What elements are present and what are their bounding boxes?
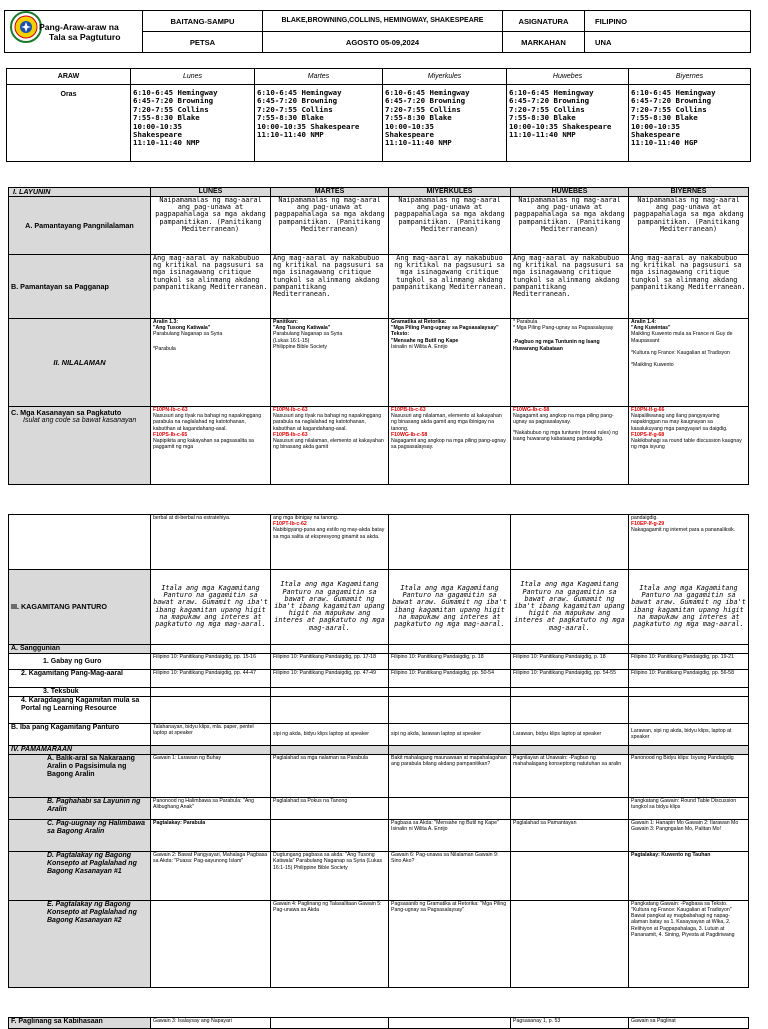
pagganap-text: Ang mag-aaral ay nakabubuo ng kritikal na pagsusuri sa mga isinagawang critique tungkol sa alinmang akdang pampanitikang Mediterranean. — [511, 255, 629, 319]
karagdagang-label: 4. Karagdagang Kagamitan mula sa Portal ng Learning Resource — [9, 697, 151, 723]
gabay-biyernes: Filipino 10: Panitikang Pandaigdig, pp. 19-21 — [629, 653, 749, 669]
time-slot: 6:45-7:20 Browning — [631, 96, 712, 106]
iba-miyerkules: sipi ng akda, larawan laptop at speaker — [389, 723, 511, 745]
procedure-b-martes: Paglalahad sa Pokus na Tanong — [271, 797, 389, 819]
gabay-martes: Filipino 10: Panitikang Pandaigdig, pp. 17-18 — [271, 653, 389, 669]
pagganap-text: Ang mag-aaral ay nakabubuo ng kritikal na pagsusuri sa mga isinagawang critique tungkol sa alinmang akdang pampanitikang Mediterranean. — [629, 255, 749, 319]
kasanayan-lunes — [151, 407, 271, 485]
kasanayan-biyernes — [629, 407, 749, 485]
time-slot: 7:20-7:55 Collins — [133, 104, 209, 114]
procedure-f-miyerkules — [389, 1018, 511, 1029]
pagganap-text: Ang mag-aaral ay nakabubuo ng kritikal na pagsusuri sa mga isinagawang critique tungkol sa alinmang akdang pampanitikang Mediterranean. — [151, 255, 271, 319]
empty-cell — [271, 697, 389, 723]
nilalaman-line: Teksto: — [391, 331, 410, 338]
kagamitan-text: Itala ang mga Kagamitang Panturo na gagamitin sa bawat araw. Gumamit ng iba't ibang kagamitan upang higit na mapukaw ang interes at pagkatuto ng mga mag-aaral. — [271, 569, 389, 644]
competency-text: Nabibigyang-puna ang estilo ng may-akda batay sa mga salita at ekspresyong ginamit sa akda. — [273, 527, 385, 540]
nilalaman-line: Aralin 1.4: — [631, 319, 657, 325]
nilalaman-line: "Ang Tusong Katiwala" — [153, 325, 211, 332]
competency-text: Nasusuri ang tiyak na bahagi ng napakinggang parabula na naglalahad ng katotohanan, kabutihan at kagandahang-asal. — [273, 413, 382, 432]
procedure-a-martes: Paglalahad sa mga nalaman sa Parabula — [271, 754, 389, 797]
procedure-d-miyerkules: Gawain 6: Pag-unawa sa Nilalaman Gawain 9: Sino Ako? — [389, 852, 511, 901]
competency-text: Naipaliliwanag ang ilang pangyayaring napakinggan na may kaugnayan sa kasalukuyang mga pangyayari sa daigdig. — [631, 413, 728, 432]
time-slot: 11:10-11:40 NMP — [133, 138, 200, 148]
nilalaman-line: "Ang Tusong Katiwala" — [273, 325, 331, 332]
procedure-b-huwebes — [511, 797, 629, 819]
procedure-f-martes — [271, 1018, 389, 1029]
procedure-a-huwebes: Pagnilayan at Unawain: -Pagbuo ng mahahalagang konseptong natutuhan sa aralin — [511, 754, 629, 797]
time-slot: 7:55-8:30 Blake — [257, 113, 324, 123]
procedure-b-miyerkules — [389, 797, 511, 819]
pm-lunes: Filipino 10: Panitikang Pandaigdig, pp. 44-47 — [151, 669, 271, 687]
schedule-cell-biyernes — [629, 85, 751, 162]
empty-cell — [511, 745, 629, 754]
nilalaman-biyernes — [629, 319, 749, 407]
plan-day-huwebes: HUWEBES — [511, 188, 629, 197]
plan-table-1 — [8, 187, 749, 485]
competency-text: Nagagamit ang angkop na mga piling pang-ugnay sa pagsasalaysay. — [391, 438, 506, 451]
sanggunian-label: A. Sanggunian — [9, 644, 151, 653]
continuation-biyernes — [629, 515, 749, 570]
procedure-a-lunes: Gawain 1: Larawan ng Buhay — [151, 754, 271, 797]
continuation-miyerkules — [389, 515, 511, 570]
time-slot: 10:00-10:35 — [133, 121, 182, 131]
competency-text: *Nakabubuo ng mga tuntunin (moral rules) ng isang huwarang kabataang pandaigdig. — [513, 429, 618, 442]
form-title — [5, 11, 143, 53]
nilalaman-label: II. NILALAMAN — [9, 319, 151, 407]
nilalaman-line: Maikling Kuwento mula sa France ni Guy de Maupassant — [631, 331, 733, 344]
iba-lunes: Talahanayan, bidyu klips, mla. paper, pentel laptop at speaker — [151, 723, 271, 745]
procedure-e-biyernes: Pangkatang Gawain: -Pagbasa sa Teksto. "Kultura ng France: Kaugalian at Tradisyon" Bawat pangkat ay magbabahagi ng napag-alaman batay sa 1. Kasaysayan at Wika, 2. Relihiyon at Pagpapahalaga, 3. Lutuin at Pananamit, 4. Sining, Piyesta at Pagdiriwang — [629, 900, 749, 987]
pamantayang-text: Naipamamalas ng mag-aaral ang pag-unawa at pagpapahalaga sa mga akdang pampanitikan. (Panitikang Mediterranean) — [151, 197, 271, 255]
procedure-d-label: D. Pagtalakay ng Bagong Konsepto at Paglalahad ng Bagong Kasanayan #1 — [9, 852, 151, 901]
date-value: AGOSTO 05-09,2024 — [263, 32, 503, 53]
day-header-biyernes: Biyernes — [629, 69, 751, 85]
time-slot: 6:10-6:45 Hemingway — [133, 88, 218, 97]
procedure-e-martes: Gawain 4: Paglinang ng Talasalitaan Gawain 5: Pag-unawa sa Akda — [271, 900, 389, 987]
empty-cell — [151, 745, 271, 754]
procedure-b-label: B. Paghahabi sa Layunin ng Aralin — [9, 797, 151, 819]
time-slot: 7:55-8:30 Blake — [631, 113, 698, 123]
kagamitan-text: Itala ang mga Kagamitang Panturo na gagamitin sa bawat araw. Gumamit ng iba't ibang kagamitan upang higit na mapukaw ang interes at pagkatuto ng mga mag-aaral. — [151, 569, 271, 644]
competency-text: Nagagamit ang angkop na mga piling pang-ugnay sa pagsasalaysay. — [513, 413, 614, 426]
day-header-martes: Martes — [255, 69, 383, 85]
competency-code: F10WG-Ib-c-58 — [391, 431, 428, 438]
time-slot: 7:55-8:30 Blake — [133, 113, 200, 123]
time-slot: 6:45-7:20 Browning — [509, 96, 590, 106]
procedure-e-huwebes — [511, 900, 629, 987]
layunin-heading: I. LAYUNIN — [9, 188, 151, 197]
competency-code: F10EP-If-g-29 — [631, 521, 665, 528]
day-header-lunes: Lunes — [131, 69, 255, 85]
procedure-f-lunes: Gawain 3: Isalaysay ang Napayari — [151, 1018, 271, 1029]
empty-cell — [389, 644, 511, 653]
competency-text: Nasusuri ang nilalaman, elemento at kakayahan ng binasang akda gamit ang mga ibinigay na tanong. — [391, 413, 502, 432]
time-slot: 11:10-11:40 NMP — [385, 138, 452, 148]
nilalaman-line: Parabulang Naganap sa Syria — [273, 331, 343, 338]
grade-label: BAITANG-SAMPU — [143, 11, 263, 32]
competency-text: Nakagagamit ng internet para a pananaliksik. — [631, 527, 736, 534]
pamantayang-text: Naipamamalas ng mag-aaral ang pag-unawa at pagpapahalaga sa mga akdang pampanitikan. (Panitikang Mediterranean) — [511, 197, 629, 255]
competency-code: F10PN-If-g-66 — [631, 407, 665, 413]
nilalaman-line: "Mga Piling Pang-ugnay sa Pagsasalaysay" — [391, 325, 499, 332]
time-slot: 7:20-7:55 Collins — [257, 104, 333, 114]
oras-label: Oras — [7, 85, 131, 162]
empty-cell — [511, 697, 629, 723]
competency-text: Napipikita ang kakayahan sa pagsasalita sa paggamit ng mga — [153, 438, 254, 451]
schedule-cell-miyerkules — [383, 85, 507, 162]
time-slot: 7:20-7:55 Collins — [509, 104, 585, 114]
competency-text: Nasusuri ang nilalaman, elemento at kakayahan ng binasang akda gamit — [273, 438, 384, 451]
procedure-f-label: F. Paglinang sa Kabihasaan — [9, 1018, 151, 1029]
procedure-c-lunes: Pagtalakay: Parabula — [151, 819, 271, 851]
plan-table-3 — [8, 1017, 749, 1029]
subject-label: ASIGNATURA — [503, 11, 585, 32]
plan-table-2 — [8, 514, 749, 988]
pamantayang-text: Naipamamalas ng mag-aaral ang pag-unawa at pagpapahalaga sa mga akdang pampanitikan. (Panitikang Mediterranean) — [629, 197, 749, 255]
nilalaman-line: Isinalin ni Wilita A. Enrijo — [391, 343, 448, 350]
time-slot: 11:10-11:40 HGP — [631, 138, 698, 148]
schedule-cell-lunes — [131, 85, 255, 162]
empty-cell — [629, 644, 749, 653]
time-slot: 6:10-6:45 Hemingway — [385, 88, 470, 97]
time-slot: Shakespeare — [133, 130, 182, 140]
day-header-huwebes: Huwebes — [507, 69, 629, 85]
iba-biyernes: Larawan, sipi ng akda, bidyu klips, laptop at speaker — [629, 723, 749, 745]
time-slot: 7:20-7:55 Collins — [385, 104, 461, 114]
pm-martes: Filipino 10: Panitikang Pandaigdig, pp. 47-49 — [271, 669, 389, 687]
kagamitan-label: III. KAGAMITANG PANTURO — [9, 569, 151, 644]
nilalaman-line: Philippine Bible Society — [273, 343, 327, 350]
kasanayan-label-cell — [9, 407, 151, 485]
procedure-e-label: E. Pagtalakay ng Bagong Konsepto at Paglalahad ng Bagong Kasanayan #2 — [9, 900, 151, 987]
kagamitan-text: Itala ang mga Kagamitang Panturo na gagamitin sa bawat araw. Gumamit ng iba't ibang kagamitan upang higit na mapukaw ang interes at pagkatuto ng mga mag-aaral. — [389, 569, 511, 644]
schedule-cell-martes — [255, 85, 383, 162]
nilalaman-line: *Parabula — [153, 345, 176, 352]
araw-label: ARAW — [7, 69, 131, 85]
iba-label: B. Iba pang Kagamitang Panturo — [9, 723, 151, 745]
time-slot: 6:45-7:20 Browning — [257, 96, 338, 106]
empty-cell — [271, 688, 389, 697]
time-slot: 6:10-6:45 Hemingway — [257, 88, 342, 97]
nilalaman-line: *Maikling Kuwento — [631, 362, 674, 369]
competency-code: F10PB-Ib-c-63 — [391, 407, 426, 413]
competency-code: F10PS-Ib-c-65 — [153, 431, 188, 438]
nilalaman-miyerkules — [389, 319, 511, 407]
pamantayang-text: Naipamamalas ng mag-aaral ang pag-unawa at pagpapahalaga sa mga akdang pampanitikan. (Panitikang Mediterranean) — [271, 197, 389, 255]
procedure-b-biyernes: Pangkatang Gawain: Round Table Discussion tungkol sa bidyu klips — [629, 797, 749, 819]
time-slot: 7:20-7:55 Collins — [631, 104, 707, 114]
time-slot: 11:10-11:40 NMP — [257, 130, 324, 140]
time-slot: Shakespeare — [385, 130, 434, 140]
kasanayan-martes — [271, 407, 389, 485]
time-slot: 6:10-6:45 Hemingway — [509, 88, 594, 97]
procedure-a-biyernes: Panonood ng Bidyu klips: Isyung Pandaigdig — [629, 754, 749, 797]
competency-code: F10PN-Ib-c-63 — [153, 407, 188, 413]
pm-miyerkules: Filipino 10: Panitikang Pandaigdig, pp. 50-54 — [389, 669, 511, 687]
nilalaman-line: "Mensahe ng Butil ng Kape — [391, 337, 459, 344]
kasanayan-label: C. Mga Kasanayan sa Pagkatuto — [11, 408, 122, 417]
empty-cell — [511, 644, 629, 653]
nilalaman-line: -Pagbuo ng mga Tuntunin ng Isang Huwarang Kabataan — [513, 339, 600, 352]
nilalaman-lunes — [151, 319, 271, 407]
nilalaman-line: Aralin 1.3: — [153, 319, 179, 325]
kagamitan-text: Itala ang mga Kagamitang Panturo na gagamitin sa bawat araw. Gumamit ng iba't ibang kagamitan upang higit na mapukaw ang interes at pagkatuto ng mga mag-aaral. — [629, 569, 749, 644]
time-slot: Shakespeare — [631, 130, 680, 140]
gabay-miyerkules: Filipino 10: Panitikang Pandaigdig, p. 18 — [389, 653, 511, 669]
competency-code: F10PB-Ib-c-63 — [273, 431, 308, 438]
procedure-f-biyernes: Gawain sa Paglinat — [629, 1018, 749, 1029]
time-slot: 10:00-10:35 — [385, 121, 434, 131]
pamantayang-text: Naipamamalas ng mag-aaral ang pag-unawa at pagpapahalaga sa mga akdang pampanitikan. (Panitikang Mediterranean) — [389, 197, 511, 255]
teksbuk-label: 3. Teksbuk — [9, 688, 151, 697]
procedure-a-miyerkules: Bakit mahalagang maunawaan at mapahalagahan ang parabula bilang akdang pampanitikan? — [389, 754, 511, 797]
day-header-miyerkules: Miyerkules — [383, 69, 507, 85]
continuation-martes — [271, 515, 389, 570]
empty-cell — [389, 688, 511, 697]
competency-code: F10WG-Ib-c-58 — [513, 407, 550, 413]
competency-text: ang mga ibinigay na tanong. — [273, 515, 339, 521]
subject-value: FILIPINO — [585, 11, 751, 32]
plan-day-lunes: LUNES — [151, 188, 271, 197]
time-slot: 10:00-10:35 Shakespeare — [509, 121, 612, 131]
nilalaman-line — [513, 331, 626, 339]
competency-text: Nasusuri ang tiyak na bahagi ng napakinggang parabula na naglalahad ng katotohanan, kabutihan at kagandahang-asal. — [153, 413, 262, 432]
empty-cell — [271, 644, 389, 653]
kasanayan-sub: Isulat ang code sa bawat kasanayan — [23, 417, 137, 424]
gabay-lunes: Filipino 10: Panitikang Pandaigdig, pp. 15-16 — [151, 653, 271, 669]
time-slot: 6:45-7:20 Browning — [133, 96, 214, 106]
empty-cell — [151, 697, 271, 723]
nilalaman-line: Parabulang Naganap sa Syria — [153, 331, 223, 338]
nilalaman-huwebes — [511, 319, 629, 407]
time-slot: 10:00-10:35 Shakespeare — [257, 121, 360, 131]
time-slot: 6:45-7:20 Browning — [385, 96, 466, 106]
competency-text: Nakikibahagi sa round table discussion kaugnay ng mga isyung — [631, 438, 742, 451]
form-title-line2: Tala sa Pagtuturo — [49, 31, 121, 42]
procedure-e-lunes — [151, 900, 271, 987]
continuation-label-cell — [9, 515, 151, 570]
kagamitan-text: Itala ang mga Kagamitang Panturo na gagamitin sa bawat araw. Gumamit ng iba't ibang kagamitan upang higit na mapukaw ang interes at pagkatuto ng mga mag-aaral. — [511, 569, 629, 644]
empty-cell — [629, 697, 749, 723]
gabay-huwebes: Filipino 10: Panitikang Pandaigdig, p. 18 — [511, 653, 629, 669]
iba-martes: sipi ng akda, bidyu klips laptop at speaker — [271, 723, 389, 745]
pamamaraan-label: IV. PAMAMARAAN — [9, 745, 151, 754]
pagganap-text: Ang mag-aaral ay nakabubuo ng kritikal na pagsusuri sa mga isinagawang critique tungkol sa alinmang akdang pampanitikang Mediterranean. — [271, 255, 389, 319]
plan-day-miyerkules: MIYERKULES — [389, 188, 511, 197]
empty-cell — [511, 688, 629, 697]
procedure-c-label: C. Pag-uugnay ng Halimbawa sa Bagong Aralin — [9, 819, 151, 851]
procedure-c-miyerkules: Pagbasa sa Akda: "Mensahe ng Butil ng Kape" Isinalin ni Wilita A. Enrijo — [389, 819, 511, 851]
iba-huwebes: Larawan, bidyu klips laptop at speaker — [511, 723, 629, 745]
time-slot: 10:00-10:35 — [631, 121, 680, 131]
plan-day-biyernes: BIYERNES — [629, 188, 749, 197]
procedure-d-martes: Dugtungang pagbasa sa akda: "Ang Tusong Katiwala" Parabulang Naganap sa Syria (Lukas 16:1-15) Philippine Bible Society — [271, 852, 389, 901]
continuation-lunes: berbal at di-berbal na estratehiya. — [151, 515, 271, 570]
procedure-b-lunes: Panonood ng Halimbawa sa Parabula: "Ang Alibughang Anak" — [151, 797, 271, 819]
time-slot: 7:55-8:30 Blake — [509, 113, 576, 123]
procedure-e-miyerkules: Pagsasanib ng Gramatika at Retorika: "Mga Piling Pang-ugnay sa Pagsasalaysay" — [389, 900, 511, 987]
schedule-table — [6, 68, 751, 162]
nilalaman-line — [153, 338, 268, 346]
header-table — [4, 10, 751, 53]
nilalaman-martes — [271, 319, 389, 407]
nilalaman-line: "Ang Kuwintas" — [631, 325, 671, 332]
kasanayan-huwebes — [511, 407, 629, 485]
procedure-d-lunes: Gawain 2: Bawat Pangyayari, Mahalaga Pagbasa sa Akda: "Puasa: Pag-aayunong Islam" — [151, 852, 271, 901]
nilalaman-line: * Mga Piling Pang-ugnay sa Pagsasalaysay — [513, 325, 614, 332]
procedure-f-huwebes: Pagsasanay 1, p. 53 — [511, 1018, 629, 1029]
procedure-d-biyernes: Pagtalakay: Kuwento ng Tauhan — [629, 852, 749, 901]
plan-day-martes: MARTES — [271, 188, 389, 197]
empty-cell — [389, 697, 511, 723]
kasanayan-miyerkules — [389, 407, 511, 485]
nilalaman-line: Gramatika at Retorika: — [391, 319, 447, 325]
procedure-c-huwebes: Paglalahad sa Pamantayan — [511, 819, 629, 851]
nilalaman-line: * Parabula — [513, 319, 538, 325]
date-label: PETSA — [143, 32, 263, 53]
competency-code: F10PS-If-g-68 — [631, 431, 665, 438]
form-title-line1: Pang-Araw-araw na — [39, 21, 119, 32]
schedule-cell-huwebes — [507, 85, 629, 162]
empty-cell — [389, 745, 511, 754]
time-slot: 7:55-8:30 Blake — [385, 113, 452, 123]
pm-biyernes: Filipino 10: Panitikang Pandaigdig, pp. 56-58 — [629, 669, 749, 687]
pagganap-text: Ang mag-aaral ay nakabubuo ng kritikal na pagsusuri sa mga isinagawang critique tungkol sa alinmang akdang pampanitikang Mediterranean. — [389, 255, 511, 319]
empty-cell — [151, 688, 271, 697]
quarter-label: MARKAHAN — [503, 32, 585, 53]
time-slot: 11:10-11:40 NMP — [509, 130, 576, 140]
nilalaman-line: *Kultura ng France: Kaugalian at Tradisyon — [631, 349, 730, 356]
nilalaman-line: Panitikan: — [273, 319, 298, 325]
kagamitang-pang-mag-aaral-label: 2. Kagamitang Pang-Mag-aaral — [9, 669, 151, 687]
pamantayan-pagganap-label: B. Pamantayan sa Pagganap — [9, 255, 151, 319]
continuation-huwebes — [511, 515, 629, 570]
pamantayang-pangnilalaman-label: A. Pamantayang Pangnilalaman — [9, 197, 151, 255]
gabay-label: 1. Gabay ng Guro — [9, 653, 151, 669]
competency-code: F10PT-Ib-c-62 — [273, 521, 307, 528]
nilalaman-line: (Lukas 16:1-15) — [273, 337, 310, 344]
pm-huwebes: Filipino 10: Panitikang Pandaigdig, pp. 54-55 — [511, 669, 629, 687]
procedure-d-huwebes — [511, 852, 629, 901]
quarter-value: UNA — [585, 32, 751, 53]
competency-code: F10PN-Ib-c-63 — [273, 407, 308, 413]
empty-cell — [151, 644, 271, 653]
empty-cell — [629, 745, 749, 754]
sections-value: BLAKE,BROWNING,COLLINS, HEMINGWAY, SHAKESPEARE — [263, 11, 503, 32]
empty-cell — [271, 745, 389, 754]
time-slot: 6:10-6:45 Hemingway — [631, 88, 716, 97]
competency-text: pandaigdig. — [631, 515, 658, 521]
empty-cell — [629, 688, 749, 697]
procedure-c-martes — [271, 819, 389, 851]
procedure-c-biyernes: Gawain 1: Hanapin Mo Gawain 2: Ilarawan Mo Gawain 3: Pangngalan Mo, Palitan Mo! — [629, 819, 749, 851]
procedure-a-label: A. Balik-aral sa Nakaraang Aralin o Pagsisimula ng Bagong Aralin — [9, 754, 151, 797]
